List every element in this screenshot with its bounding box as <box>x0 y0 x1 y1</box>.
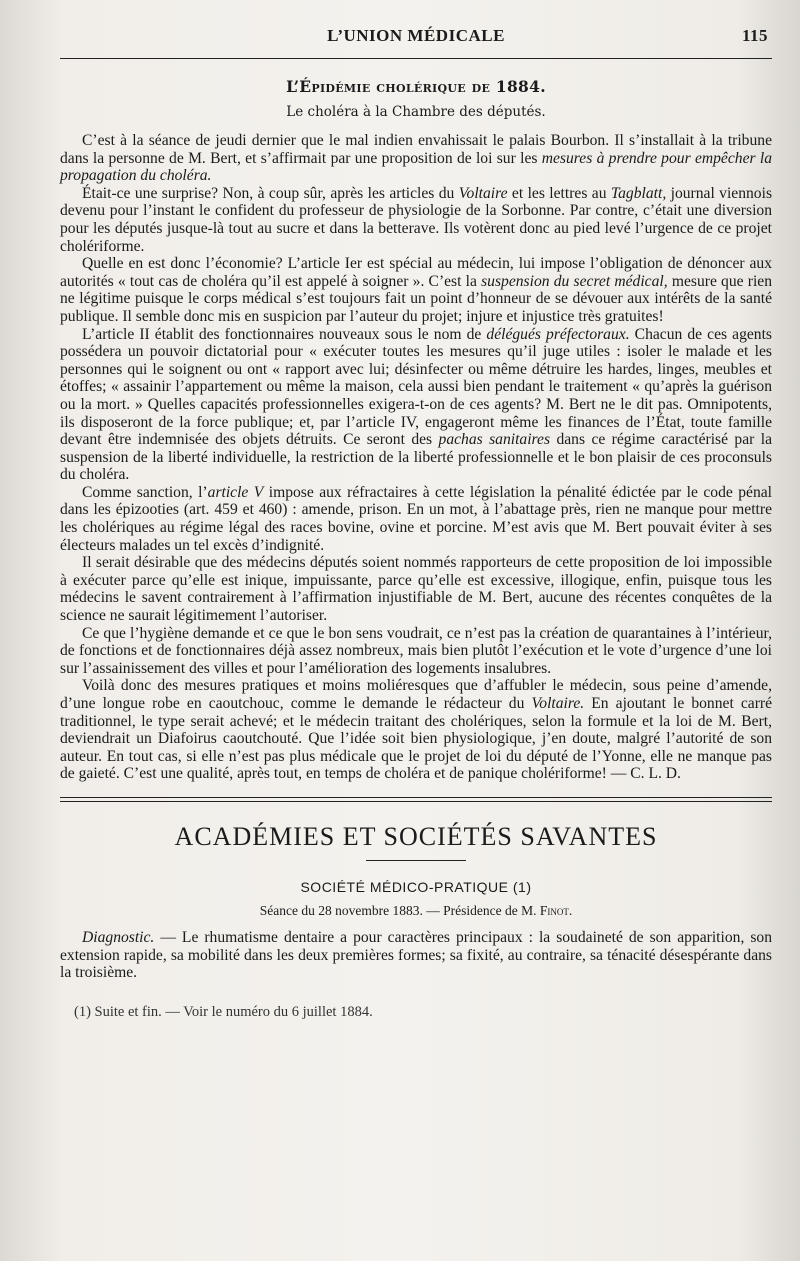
society-title: SOCIÉTÉ MÉDICO-PRATIQUE (1) <box>300 878 532 895</box>
article-paragraph: Quelle en est donc l’économie? L’article Ier est spécial au médecin, lui impose l’obligation de dénoncer aux autorités « tout cas de choléra qu’il est appelé à soigner ». C’est la suspension du secret médical, mesure que rien ne légitime puisque le corps médical s’est toujours fait un point d’honneur de se dévouer aux intérêts de la santé publique. Il semble donc mis en suspicion par l’auteur du projet; injure et injustice très gratuites! <box>60 255 773 325</box>
journal-name: L’UNION MÉDICALE <box>327 26 505 45</box>
italic-run: pachas sanitaires <box>438 431 551 449</box>
italic-run: mesures à prendre pour empêcher la propagation du choléra. <box>60 149 772 185</box>
section-double-rule <box>60 797 772 802</box>
italic-run: Tagblatt, <box>610 184 667 202</box>
article-paragraph: Voilà donc des mesures pratiques et moins moliéresques que d’affubler le médecin, sous peine d’amende, d’une longue robe en caoutchouc, comme le demande le rédacteur du Voltaire. En ajoutant le bonnet carré traditionnel, le type serait achevé; et le médecin traitant des cholériques, selon la formule et la loi de M. Bert, deviendrait un Diafoirus caoutchouté. Que l’idée soit bien physiologique, j’en doute, malgré l’autorité de son auteur. En tout cas, si elle n’est pas plus médicale que le projet de loi du député de l’Yonne, elle ne manque pas de gaieté. C’est une qualité, après tout, en temps de choléra et de panique cholériforme! — C. L. D. <box>60 677 773 783</box>
title-prefix: L’ <box>286 77 300 96</box>
section-body <box>60 929 772 982</box>
italic-run: Voltaire <box>458 184 508 202</box>
italic-run: article V <box>207 483 264 501</box>
article-subtitle: Le choléra à la Chambre des députés. <box>286 104 546 120</box>
session-line <box>60 903 772 919</box>
section-title-rule <box>366 860 466 861</box>
article-paragraph: Comme sanction, l’article V impose aux réfractaires à cette législation la pénalité édictée par le code pénal dans les épizooties (art. 459 et 460) : amende, prison. En un mot, à l’abattage près, rien ne manque pour mettre les cholériques au régime légal des races bovine, ovine et porcine. M’est avis que M. Bert pouvait éviter à ses électeurs malades un tel excès d’indignité. <box>60 483 772 554</box>
article-paragraph: Était-ce une surprise? Non, à coup sûr, après les articles du Voltaire et les lettres au Tagblatt, journal viennois devenu pour l’instant le confident du professeur de physiologie de la Sorbonne. Par contre, c’était une diversion pour les députés jusque-là tout au sucre et dans la betterave. Ils votèrent donc au pied levé l’urgence de ce projet cholériforme. <box>60 184 773 255</box>
session-prefix: Séance du 28 novembre 1883. — Présidence de M. <box>259 902 537 918</box>
article-paragraph: Il serait désirable que des médecins députés soient nommés rapporteurs de cette proposition de loi impossible à exécuter parce qu’elle est inique, impuissante, parce qu’elle est excessive, illogique, enfin, puisque tous les médecins le savent contrairement à l’affirmation injustifiable de M. Bert, aucune des récentes conquêtes de la science ne saurait légitimement l’autoriser. <box>60 554 772 625</box>
article-paragraph: L’article II établit des fonctionnaires nouveaux sous le nom de délégués préfectoraux. Chacun de ces agents possédera un pouvoir dictatorial pour « exécuter toutes les mesures qu’il juge utiles : isoler le malade et les personnes qui le soignent ou ont « rapport avec lui; désinfecter ou même détruire les hardes, linges, meubles et étoffes; « assainir l’appartement ou même la maison, cela aussi bien pendant le traitement « qu’après la guérison ou la mort. » Quelles capacités professionnelles exigera-t-on de ces agents? M. Bert ne le dit pas. Omnipotents, ils disposeront de la force publique; et, par l’article IV, engageront même les finances de l’État, toute famille devant être indemnisée des objets détruits. Ce seront des pachas sanitaires dans ce régime caractérisé par la suspension de la liberté individuelle, la restriction de la liberté professionnelle et le bon plaisir de ces proconsuls du choléra. <box>60 325 773 484</box>
footnote: (1) Suite et fin. — Voir le numéro du 6 juillet 1884. <box>74 1003 373 1020</box>
section-title: ACADÉMIES ET SOCIÉTÉS SAVANTES <box>174 821 658 851</box>
page-number: 115 <box>741 26 768 45</box>
header-rule <box>60 58 772 59</box>
article-title <box>60 77 772 96</box>
italic-run: Voltaire. <box>531 695 585 712</box>
title-year: 1884. <box>495 77 546 96</box>
title-main: Épidémie cholérique de <box>299 77 491 96</box>
italic-run: suspension du secret médical, <box>481 272 668 290</box>
italic-run: délégués préfectoraux. <box>486 325 630 343</box>
article-paragraph: Ce que l’hygiène demande et ce que le bon sens voudrait, ce n’est pas la création de quarantaines à l’intérieur, de fonctions et de fonctionnaires déjà assez nombreux, mais bien plutôt l’exécution et le vote d’urgence d’une loi sur l’assainissement des villes et pour l’amélioration des logements insalubres. <box>60 624 772 677</box>
article-paragraph: C’est à la séance de jeudi dernier que le mal indien envahissait le palais Bourbon. Il s’installait à la tribune dans la personne de M. Bert, et s’affirmait par une proposition de loi sur les mesures à prendre pour empêcher la propagation du choléra. <box>60 132 772 185</box>
section-paragraph: Diagnostic. — Le rhumatisme dentaire a pour caractères principaux : la soudaineté de son apparition, son extension rapide, sa mobilité dans les deux premières formes; sa fixité, au contraire, sa ténacité désespérante dans la troisième. <box>60 928 772 982</box>
italic-run: Diagnostic. <box>82 928 155 946</box>
running-head <box>60 24 772 50</box>
session-president: Finot. <box>539 902 573 918</box>
article-body <box>60 132 772 783</box>
